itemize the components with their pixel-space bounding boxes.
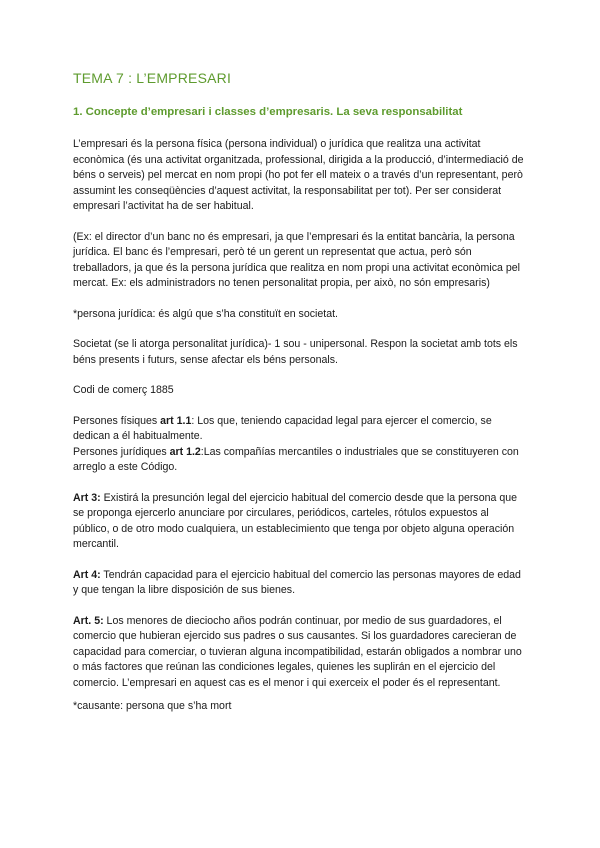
article-1-2-label: art 1.2	[169, 445, 201, 458]
article-1-1-prefix: Persones físiques	[73, 414, 161, 427]
article-3-text: Existirá la presunción legal del ejercicio habitual del comercio desde que la persona que se proponga ejercerlo anunciare por circulares, periódicos, carteles, rótulos expuestos al público, o de otro modo cualquiera, un establecimiento que tenga por objeto alguna operación mercantil.	[73, 491, 518, 550]
article-5-label: Art. 5:	[73, 614, 104, 627]
code-reference: Codi de comerç 1885	[73, 384, 174, 396]
article-1-2-text: :Las compañías mercantiles o industriales que se constituyeren con arreglo a este Código.	[73, 445, 519, 473]
article-5	[73, 614, 528, 692]
document-content	[73, 70, 528, 715]
article-1-2-prefix: Persones jurídiques	[73, 445, 170, 458]
document-title: TEMA 7 : L’EMPRESARI	[73, 70, 232, 86]
article-4-label: Art 4:	[73, 568, 101, 581]
article-5-text: Los menores de dieciocho años podrán continuar, por medio de sus guardadores, el comercio que hubieran ejercido sus padres o sus causantes. Si los guardadores carecieran de capacidad para comerciar, o tuvieran alguna incompatibilidad, estarán obligados a nombrar uno o más factores que reúnan las condiciones legales, quienes les suplirán en el ejercicio del comercio. L’empresari en aquest cas es el menor i qui exerceix el poder és el representant.	[73, 614, 522, 689]
article-4	[73, 568, 528, 599]
paragraph-definition: L’empresari és la persona física (persona individual) o jurídica que realitza una activitat econòmica (és una activitat organitzada, professional, dirigida a la producció, d’intermediació de béns o serveis) pel mercat en nom propi (ho pot fer ell mateix o a través d’un representant, però assumint les conseqüències d’aquest activitat, la responsabilitat per tot). Per ser considerat empresari l’activitat ha de ser habitual.	[73, 138, 524, 212]
note-persona-juridica: *persona jurídica: és algú que s’ha constituït en societat.	[73, 307, 339, 320]
article-3-label: Art 3:	[73, 491, 101, 504]
paragraph-example: (Ex: el director d’un banc no és empresari, ja que l’empresari és la entitat bancària, la persona jurídica. El banc és l’empresari, però té un gerent un representat que actua, però són treballadors, ja que és la persona jurídica que realitza en nom propi una activitat econòmica pel mercat. Ex: els administradors no tenen personalitat propia, per això, no són empresaris)	[73, 230, 520, 289]
article-1-2	[73, 445, 528, 476]
article-1-1	[73, 414, 528, 445]
article-4-text: Tendrán capacidad para el ejercicio habitual del comercio las personas mayores de edad y que tengan la libre disposición de sus bienes.	[73, 568, 521, 596]
article-3	[73, 491, 528, 553]
paragraph-societat: Societat (se li atorga personalitat jurídica)- 1 sou - unipersonal. Respon la societat amb tots els béns presents i futurs, sense afectar els béns personals.	[73, 338, 518, 366]
section-heading: 1. Concepte d’empresari i classes d’empresaris. La seva responsabilitat	[73, 106, 463, 118]
article-1-1-text: : Los que, teniendo capacidad legal para ejercer el comercio, se dedican a él habitualmente.	[73, 414, 492, 442]
article-1-1-label: art 1.1	[160, 414, 192, 427]
note-causante: *causante: persona que s’ha mort	[73, 700, 232, 712]
